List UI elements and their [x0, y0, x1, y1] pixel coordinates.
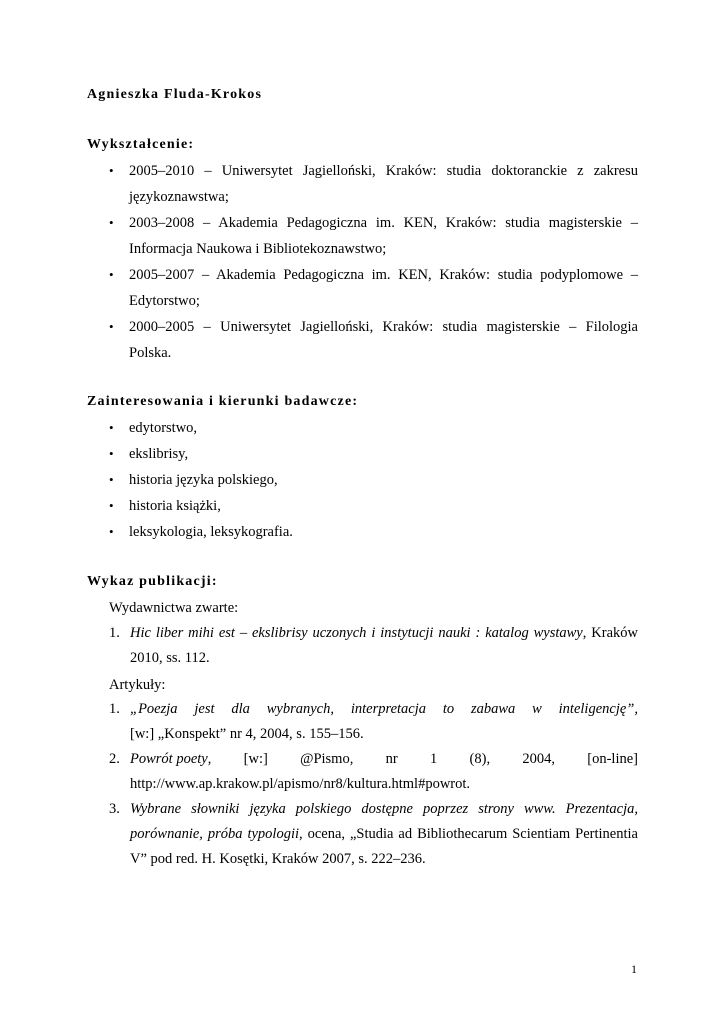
bullet-icon: •	[109, 215, 114, 230]
entry-number: 1.	[109, 625, 120, 641]
list-item: • 2003–2008 – Akademia Pedagogiczna im. KEN, Kraków: studia magisterskie – Informacja Naukowa i Bibliotekoznawstwo;	[87, 210, 638, 262]
articles-label: Artykuły:	[109, 677, 166, 693]
interests-list	[87, 415, 638, 545]
books-label: Wydawnictwa zwarte:	[109, 600, 239, 616]
article-details: [w:] „Konspekt” nr 4, 2004, s. 155–156.	[130, 726, 364, 742]
book-title: Hic liber mihi est – ekslibrisy uczonych i instytucji nauki : katalog wystawy	[130, 625, 583, 641]
bullet-icon: •	[109, 420, 114, 435]
bullet-icon: •	[109, 446, 114, 461]
article-entry	[109, 797, 638, 872]
page-number: 1	[631, 962, 637, 976]
interests-heading: Zainteresowania i kierunki badawcze:	[87, 394, 359, 409]
bullet-icon: •	[109, 472, 114, 487]
bullet-icon: •	[109, 498, 114, 513]
list-item: • 2000–2005 – Uniwersytet Jagielloński, Kraków: studia magisterskie – Filologia Polska.	[87, 314, 638, 366]
book-details: , Kraków 2010, ss. 112.	[130, 625, 638, 666]
bullet-icon: •	[109, 319, 114, 334]
book-entry	[109, 621, 638, 671]
publications-heading: Wykaz publikacji:	[87, 574, 218, 589]
education-heading: Wykształcenie:	[87, 137, 195, 152]
entry-number: 1.	[109, 701, 120, 717]
article-title: „Poezja jest dla wybranych, interpretacja to zabawa w inteligencję”,	[130, 701, 638, 717]
bullet-icon: •	[109, 163, 114, 178]
list-item: • edytorstwo,	[87, 415, 638, 441]
list-item: • historia książki,	[87, 493, 638, 519]
entry-number: 3.	[109, 801, 120, 817]
entry-number: 2.	[109, 751, 120, 767]
education-list	[87, 158, 638, 366]
article-title: Powrót poety	[130, 751, 208, 767]
bullet-icon: •	[109, 267, 114, 282]
list-item: • historia języka polskiego,	[87, 467, 638, 493]
list-item: • 2005–2010 – Uniwersytet Jagielloński, Kraków: studia doktoranckie z zakresu językoznawstwa;	[87, 158, 638, 210]
article-entry	[109, 747, 638, 797]
article-entry	[109, 697, 638, 747]
article-details: ocena, „Studia ad Bibliothecarum Scientiam Pertinentia V” pod red. H. Kosętki, Kraków 2007, s. 222–236.	[130, 826, 638, 867]
article-first-line: Powrót poety, [w:] @Pismo, nr 1 (8), 2004, [on-line]	[130, 751, 638, 767]
article-url: http://www.ap.krakow.pl/apismo/nr8/kultura.html#powrot.	[130, 776, 471, 792]
list-item: • ekslibrisy,	[87, 441, 638, 467]
author-name: Agnieszka Fluda-Krokos	[87, 87, 263, 102]
bullet-icon: •	[109, 524, 114, 539]
list-item: • 2005–2007 – Akademia Pedagogiczna im. KEN, Kraków: studia podyplomowe – Edytorstwo;	[87, 262, 638, 314]
article-title: Wybrane słowniki języka polskiego dostępne poprzez strony www. Prezentacja, porównanie, próba typologii,	[130, 801, 638, 842]
list-item: • leksykologia, leksykografia.	[87, 519, 638, 545]
